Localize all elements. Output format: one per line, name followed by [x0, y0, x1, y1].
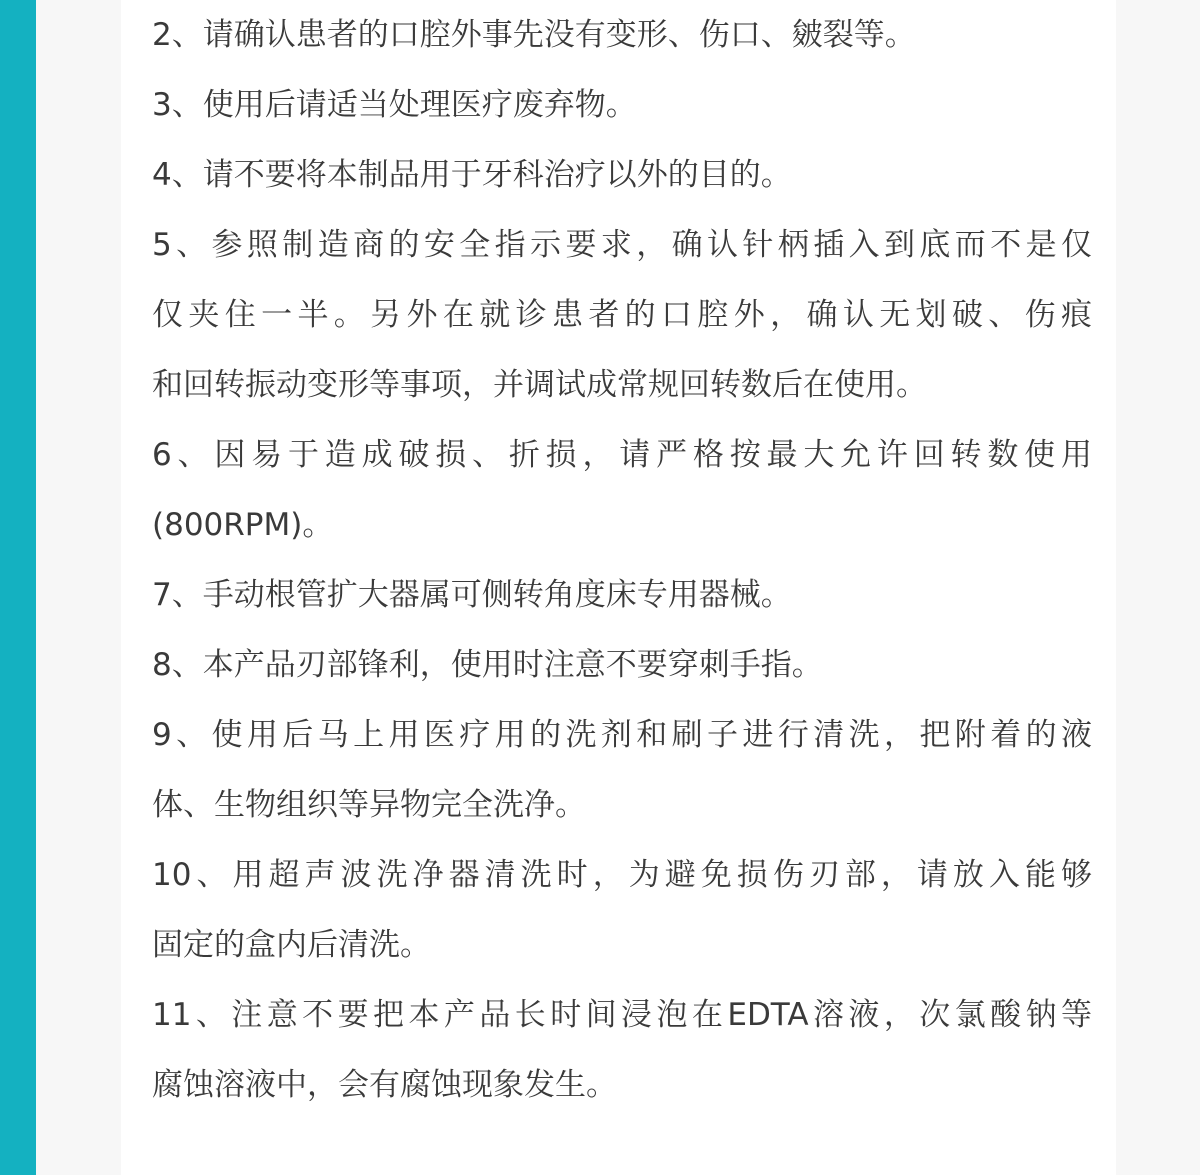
note-item-8: [152, 630, 1092, 700]
note-item-4: [152, 140, 1092, 210]
note-line: 9、使用后马上用医疗用的洗剂和刷子进行清洗，把附着的液: [152, 717, 1092, 753]
note-line: 2、请确认患者的口腔外事先没有变形、伤口、皴裂等。: [152, 17, 916, 53]
precautions-list: [152, 0, 1092, 1120]
note-line: 固定的盒内后清洗。: [152, 927, 431, 963]
note-line: 腐蚀溶液中，会有腐蚀现象发生。: [152, 1067, 617, 1103]
note-line: 11、注意不要把本产品长时间浸泡在EDTA溶液，次氯酸钠等: [152, 997, 1092, 1033]
note-item-10: [152, 840, 1092, 980]
note-line: 体、生物组织等异物完全洗净。: [152, 787, 586, 823]
note-line: 3、使用后请适当处理医疗废弃物。: [152, 87, 637, 123]
note-line: 4、请不要将本制品用于牙科治疗以外的目的。: [152, 157, 792, 193]
note-item-11: [152, 980, 1092, 1120]
note-line: 仅夹住一半。另外在就诊患者的口腔外，确认无划破、伤痕: [152, 297, 1092, 333]
note-line: 6、因易于造成破损、折损，请严格按最大允许回转数使用: [152, 437, 1092, 473]
note-line: 和回转振动变形等事项，并调试成常规回转数后在使用。: [152, 367, 927, 403]
note-line: 10、用超声波洗净器清洗时，为避免损伤刃部，请放入能够: [152, 857, 1092, 893]
note-line: 5、参照制造商的安全指示要求，确认针柄插入到底而不是仅: [152, 227, 1092, 263]
note-item-7: [152, 560, 1092, 630]
left-accent-bar: [0, 0, 36, 1175]
note-item-5: [152, 210, 1092, 420]
note-line: 8、本产品刃部锋利，使用时注意不要穿刺手指。: [152, 647, 823, 683]
note-line: (800RPM)。: [152, 507, 334, 543]
note-item-9: [152, 700, 1092, 840]
note-item-3: [152, 70, 1092, 140]
note-item-6: [152, 420, 1092, 560]
note-line: 7、手动根管扩大器属可侧转角度床专用器械。: [152, 577, 792, 613]
note-item-2: [152, 0, 1092, 70]
